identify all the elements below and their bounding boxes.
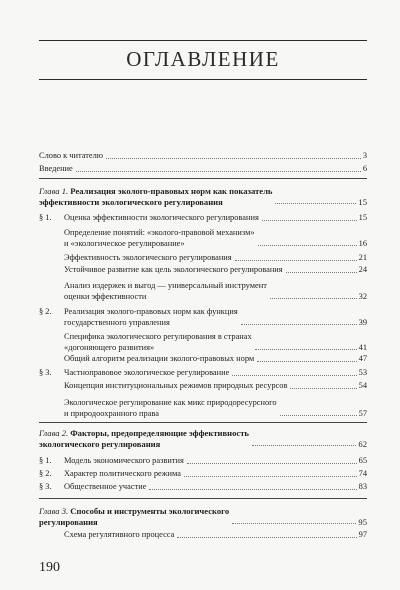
section-number: § 3.: [39, 368, 52, 377]
leader-dots: [235, 260, 357, 261]
leader-dots: [257, 361, 356, 362]
leader-dots: [255, 349, 357, 350]
toc-page-number: 57: [358, 408, 367, 418]
leader-dots: [262, 220, 357, 221]
leader-dots: [184, 476, 357, 477]
toc-page-number: 21: [358, 253, 367, 262]
title-rule: [39, 79, 367, 80]
toc-page-number: 47: [358, 354, 367, 363]
toc-chapter-2[interactable]: [39, 428, 367, 449]
toc-section-2-1[interactable]: [64, 456, 367, 467]
toc-entry-text: Анализ издержек и выгод — универсальный инструмент оценки эффективности: [64, 281, 267, 301]
toc-page-number: 83: [358, 482, 367, 491]
leader-dots: [252, 445, 356, 446]
section-number: § 1.: [39, 456, 52, 465]
toc-page-number: 62: [358, 438, 367, 449]
leader-dots: [106, 158, 361, 159]
section-number: § 2.: [39, 307, 52, 316]
chapter-title: Способы и инструменты экологического регулирования: [39, 506, 230, 527]
section-number: § 1.: [39, 213, 52, 222]
toc-chapter-3[interactable]: [39, 506, 367, 527]
toc-page-number: 3: [362, 151, 367, 160]
toc-page-number: 97: [358, 530, 367, 539]
toc-page-number: 24: [358, 265, 367, 274]
leader-dots: [177, 537, 356, 538]
leader-dots: [187, 463, 357, 464]
leader-dots: [149, 489, 356, 490]
chapter-separator: [39, 498, 367, 499]
chapter-label: Глава 1.: [39, 186, 69, 196]
toc-section-2-3[interactable]: [64, 482, 367, 493]
toc-entry-text: Определение понятий: «эколого-правовой механизм» и «экологическое регулирование»: [64, 228, 255, 248]
toc-entry-text: Общий алгоритм реализации эколого-правовых норм: [64, 354, 255, 363]
leader-dots: [286, 272, 357, 273]
toc-item[interactable]: [64, 398, 367, 419]
toc-page-number: 6: [362, 164, 367, 173]
toc-item[interactable]: [64, 530, 367, 541]
toc-page-number: 16: [358, 238, 367, 248]
toc-item[interactable]: [64, 253, 367, 264]
toc-page-number: 53: [358, 368, 367, 377]
leader-dots: [258, 245, 357, 246]
chapter-separator: [39, 422, 367, 423]
toc-page-number: 74: [358, 469, 367, 478]
toc-page-number: 39: [358, 317, 367, 327]
leader-dots: [232, 523, 356, 524]
toc-item[interactable]: [64, 354, 367, 365]
top-rule: [39, 40, 367, 41]
toc-entry-text: Устойчивое развитие как цель экологического регулирования: [64, 265, 283, 274]
toc-entry-text: Схема регулятивного процесса: [64, 530, 175, 539]
leader-dots: [76, 171, 361, 172]
section-number: § 3.: [39, 482, 52, 491]
toc-page-number: 65: [358, 456, 367, 465]
toc-section-1-1[interactable]: [64, 213, 367, 224]
chapter-title: Факторы, предопределяющие эффективность экологического регулирования: [39, 428, 249, 449]
toc-entry-text: Введение: [39, 164, 73, 173]
toc-entry-text: Общественное участие: [64, 482, 147, 491]
toc-entry-text: Концепция институциональных режимов природных ресурсов: [64, 381, 288, 390]
toc-entry-introduction[interactable]: [39, 164, 367, 175]
leader-dots: [241, 324, 357, 325]
toc-entry-text: Специфика экологического регулирования в странах «догоняющего развития»: [64, 332, 252, 352]
toc-item[interactable]: [64, 332, 367, 353]
toc-item[interactable]: [64, 228, 367, 249]
toc-item[interactable]: [64, 265, 367, 276]
toc-page-number: 54: [358, 381, 367, 390]
toc-section-2-2[interactable]: [64, 469, 367, 480]
toc-entry-foreword[interactable]: [39, 151, 367, 162]
toc-entry-text: Оценка эффективности экологического регулирования: [64, 213, 259, 222]
toc-page-number: 41: [358, 342, 367, 352]
toc-entry-text: Характер политического режима: [64, 469, 181, 478]
leader-dots: [270, 298, 357, 299]
toc-page-number: 95: [358, 516, 367, 527]
toc-item[interactable]: [64, 281, 367, 302]
toc-page-number: 15: [358, 213, 367, 222]
leader-dots: [290, 388, 356, 389]
toc-page-number: 15: [358, 196, 367, 207]
chapter-separator: [39, 178, 367, 179]
page-title: ОГЛАВЛЕНИЕ: [126, 47, 280, 71]
toc-entry-text: Модель экономического развития: [64, 456, 184, 465]
page-number: 190: [39, 560, 60, 575]
toc-item[interactable]: [64, 381, 367, 392]
toc-section-1-2[interactable]: [64, 307, 367, 328]
leader-dots: [275, 203, 356, 204]
toc-entry-text: Реализация эколого-правовых норм как функция государственного управления: [64, 307, 238, 327]
leader-dots: [280, 415, 357, 416]
toc-entry-text: Эффективность экологического регулирования: [64, 253, 232, 262]
toc-chapter-1[interactable]: [39, 186, 367, 207]
chapter-label: Глава 3.: [39, 506, 69, 516]
chapter-label: Глава 2.: [39, 428, 69, 438]
section-number: § 2.: [39, 469, 52, 478]
toc-entry-text: Частноправовое экологическое регулирование: [64, 368, 230, 377]
chapter-title: Реализация эколого-правовых норм как показатель эффективности экологического регулирования: [39, 186, 273, 207]
toc-entry-text: Экологическое регулирование как микс природоресурсного и природоохранного права: [64, 398, 277, 418]
toc-page-number: 32: [358, 291, 367, 301]
toc-section-1-3[interactable]: [64, 368, 367, 379]
toc-entry-text: Слово к читателю: [39, 151, 104, 160]
leader-dots: [232, 375, 356, 376]
